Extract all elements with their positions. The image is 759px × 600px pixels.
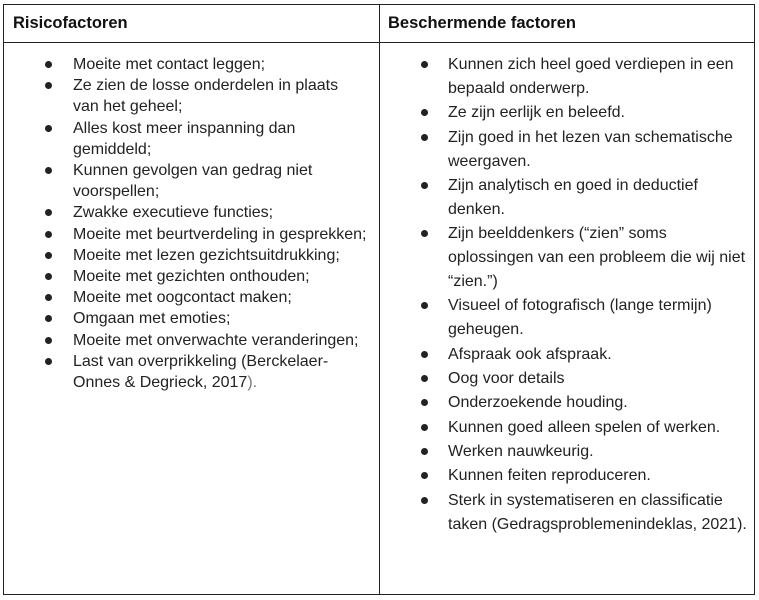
list-item: Zwakke executieve functies; <box>73 202 368 223</box>
list-item: Onderzoekende houding. <box>448 391 753 415</box>
list-item <box>73 351 368 393</box>
list-item: Moeite met gezichten onthouden; <box>73 266 368 287</box>
header-protective-factors: Beschermende factoren <box>388 14 576 32</box>
list-item: Kunnen feiten reproduceren. <box>448 464 753 488</box>
list-item: Zijn beelddenkers (“zien” soms oplossingen van een probleem die wij niet “zien.”) <box>448 222 753 294</box>
list-item: Zijn goed in het lezen van schematische weergaven. <box>448 126 753 174</box>
factors-table <box>3 4 755 595</box>
list-item: Ze zien de losse onderdelen in plaats van het geheel; <box>73 75 368 117</box>
header-divider <box>4 42 754 43</box>
list-item: Moeite met onverwachte veranderingen; <box>73 330 368 351</box>
list-item: Moeite met lezen gezichtsuitdrukking; <box>73 245 368 266</box>
header-risk-factors: Risicofactoren <box>13 14 128 32</box>
list-item: Alles kost meer inspanning dan gemiddeld; <box>73 118 368 160</box>
list-item: Omgaan met emoties; <box>73 308 368 329</box>
list-item: Moeite met oogcontact maken; <box>73 287 368 308</box>
list-item: Werken nauwkeurig. <box>448 440 753 464</box>
list-item: Zijn analytisch en goed in deductief denken. <box>448 174 753 222</box>
list-item: Kunnen gevolgen van gedrag niet voorspellen; <box>73 160 368 202</box>
risk-factors-list <box>73 54 368 393</box>
column-divider <box>379 5 380 594</box>
list-item: Ze zijn eerlijk en beleefd. <box>448 101 753 125</box>
list-item-suffix: ). <box>247 374 258 392</box>
list-item: Oog voor details <box>448 367 753 391</box>
list-item: Visueel of fotografisch (lange termijn) geheugen. <box>448 294 753 342</box>
list-item-text: Last van overprikkeling (Berckelaer-Onnes & Degrieck, 2017 <box>73 352 329 392</box>
list-item: Moeite met contact leggen; <box>73 54 368 75</box>
list-item: Sterk in systematiseren en classificatie taken (Gedragsproblemenindeklas, 2021). <box>448 489 753 537</box>
list-item: Kunnen goed alleen spelen of werken. <box>448 416 753 440</box>
list-item: Kunnen zich heel goed verdiepen in een bepaald onderwerp. <box>448 53 753 101</box>
list-item: Moeite met beurtverdeling in gesprekken; <box>73 224 368 245</box>
list-item: Afspraak ook afspraak. <box>448 343 753 367</box>
protective-factors-list <box>448 53 753 537</box>
